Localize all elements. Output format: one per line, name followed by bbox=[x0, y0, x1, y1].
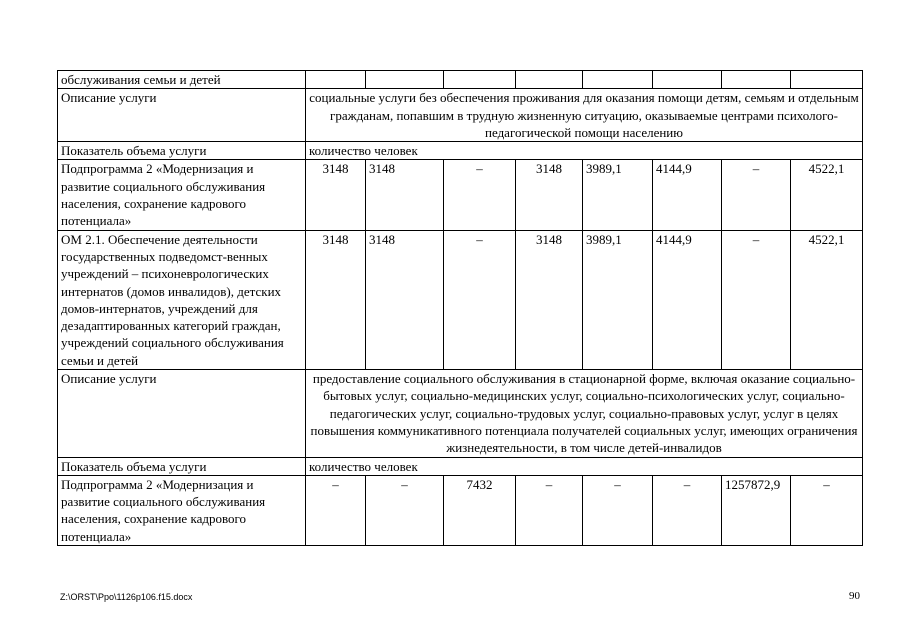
row-label: Показатель объема услуги bbox=[58, 457, 306, 475]
row-label: обслуживания семьи и детей bbox=[58, 71, 306, 89]
value-cell: – bbox=[791, 475, 863, 545]
value-cell: 7432 bbox=[444, 475, 516, 545]
table-row bbox=[58, 370, 863, 457]
value-cell: 4522,1 bbox=[791, 230, 863, 369]
page-number: 90 bbox=[849, 590, 860, 602]
volume-indicator: количество человек bbox=[306, 142, 863, 160]
row-label: Показатель объема услуги bbox=[58, 142, 306, 160]
value-cell: 3148 bbox=[516, 160, 583, 230]
volume-indicator: количество человек bbox=[306, 457, 863, 475]
value-cell: 4144,9 bbox=[653, 160, 722, 230]
value-cell: 3148 bbox=[366, 160, 444, 230]
value-cell: 3148 bbox=[306, 160, 366, 230]
service-description: социальные услуги без обеспечения проживания для оказания помощи детям, семьям и отдельным гражданам, попавшим в трудную жизненную ситуацию, оказываемые центрами психолого-педагогической помощи населению bbox=[306, 89, 863, 142]
value-cell: – bbox=[306, 475, 366, 545]
value-cell: 3989,1 bbox=[583, 230, 653, 369]
value-cell: – bbox=[653, 475, 722, 545]
value-cell: – bbox=[583, 475, 653, 545]
file-path: Z:\ORST\Ppo\1126p106.f15.docx bbox=[60, 592, 193, 602]
table-row bbox=[58, 71, 863, 89]
value-cell: – bbox=[722, 160, 791, 230]
value-cell: 4144,9 bbox=[653, 230, 722, 369]
row-label: Описание услуги bbox=[58, 370, 306, 457]
table-row bbox=[58, 89, 863, 142]
row-label: ОМ 2.1. Обеспечение деятельности государственных подведомст-венных учреждений – психоневрологических интернатов (домов инвалидов), детских домов-интернатов, учреждений для дезадаптированных категорий граждан, учреждений социального обслуживания семьи и детей bbox=[58, 230, 306, 369]
table-row bbox=[58, 142, 863, 160]
document-table bbox=[57, 70, 863, 546]
value-cell: 3148 bbox=[306, 230, 366, 369]
value-cell: 3148 bbox=[366, 230, 444, 369]
service-description: предоставление социального обслуживания в стационарной форме, включая оказание социально-бытовых услуг, социально-медицинских услуг, социально-психологических услуг, социально-педагогических услуг, социально-трудовых услуг, социально-правовых услуг, услуг в целях повышения коммуникативного потенциала получателей социальных услуг, имеющих ограничения жизнедеятельности, в том числе детей-инвалидов bbox=[306, 370, 863, 457]
value-cell: 3989,1 bbox=[583, 160, 653, 230]
table-row bbox=[58, 457, 863, 475]
value-cell: 4522,1 bbox=[791, 160, 863, 230]
table-row bbox=[58, 160, 863, 230]
value-cell: – bbox=[444, 230, 516, 369]
value-cell: 1257872,9 bbox=[722, 475, 791, 545]
row-label: Подпрограмма 2 «Модернизация и развитие социального обслуживания населения, сохранение кадрового потенциала» bbox=[58, 160, 306, 230]
value-cell: 3148 bbox=[516, 230, 583, 369]
value-cell: – bbox=[444, 160, 516, 230]
value-cell: – bbox=[516, 475, 583, 545]
row-label: Описание услуги bbox=[58, 89, 306, 142]
table-row bbox=[58, 230, 863, 369]
table-row bbox=[58, 475, 863, 545]
value-cell: – bbox=[366, 475, 444, 545]
row-label: Подпрограмма 2 «Модернизация и развитие социального обслуживания населения, сохранение кадрового потенциала» bbox=[58, 475, 306, 545]
value-cell: – bbox=[722, 230, 791, 369]
